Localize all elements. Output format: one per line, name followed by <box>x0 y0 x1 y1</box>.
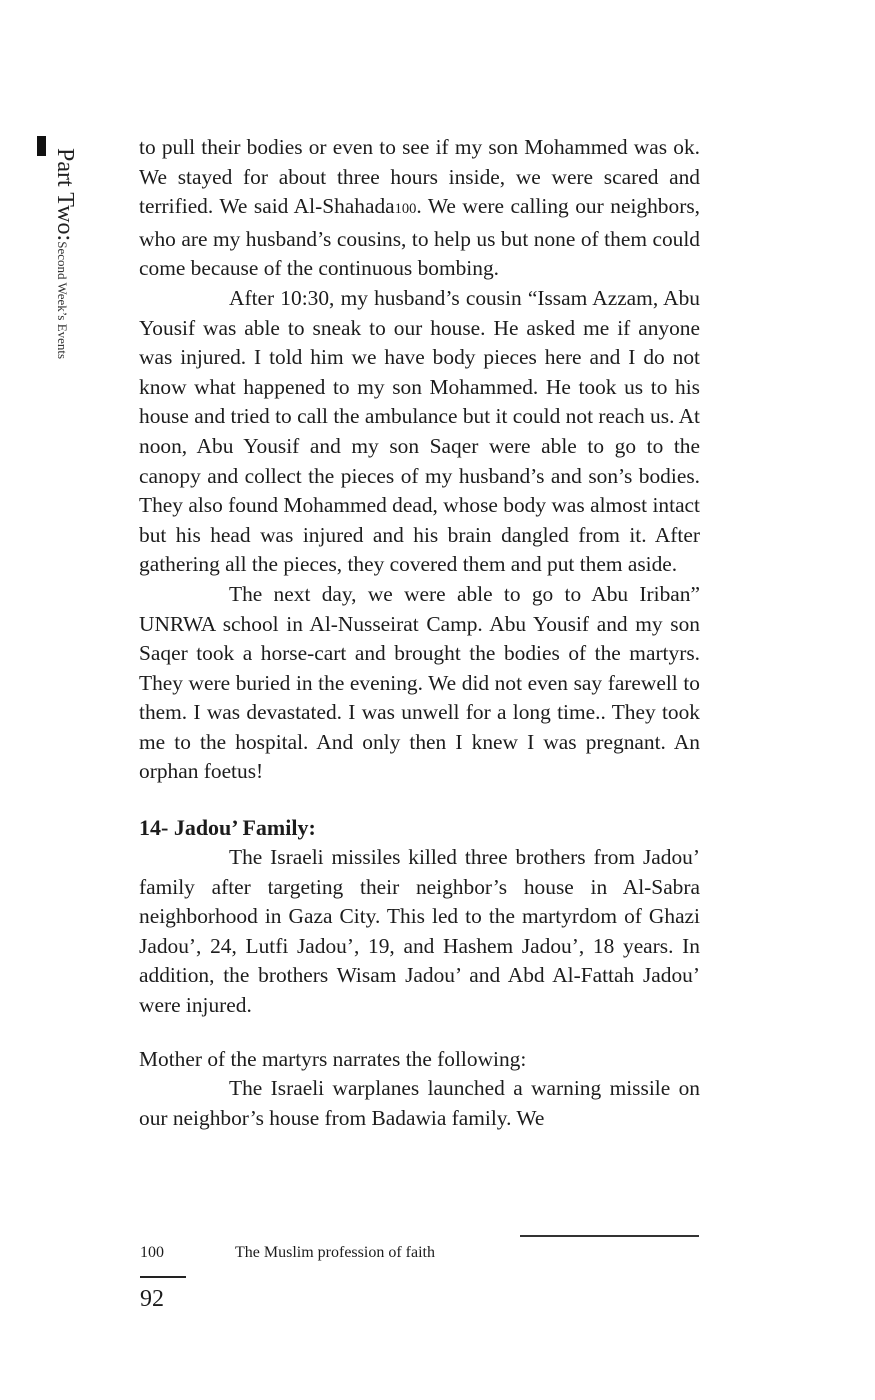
footnote-text: The Muslim profession of faith <box>235 1244 435 1261</box>
paragraph-3: The next day, we were able to go to Abu Iriban” UNRWA school in Al-Nusseirat Camp. Abu Yousif and my son Saqer took a horse-cart and brought the bodies of the martyrs. They were buried in the evening. We did not even say farewell to them. I was devastated. I was unwell for a long time.. They took me to the hospital. And only then I knew I was pregnant. An orphan foetus! <box>139 581 700 784</box>
page-number: 92 <box>140 1286 164 1312</box>
part-side-label <box>51 148 78 359</box>
paragraph-4: The Israeli missiles killed three brothers from Jadou’ family after targeting their neighbor’s house in Al-Sabra neighborhood in Gaza City. This led to the martyrdom of Ghazi Jadou’, 24, Lutfi Jadou’, 19, and Hashem Jadou’, 18 years. In addition, the brothers Wisam Jadou’ and Abd Al-Fattah Jadou’ were injured. <box>139 845 700 1018</box>
paragraph-1-rest: . We were calling our neighbors, who are my husband’s cousins, to help us but none of them could come because of the continuous bombing. <box>139 194 700 281</box>
paragraph-1-text: to pull their bodies or even to see if my son Mohammed was ok. We stayed for about three hours inside, we were scared and terrified. We said Al-Shahada <box>139 135 700 219</box>
paragraph-2: After 10:30, my husband’s cousin “Issam Azzam, Abu Yousif was able to sneak to our house. He asked me if anyone was injured. I told him we have body pieces here and I do not know what happened to my son Mohammed. He took us to his house and tried to call the ambulance but it could not reach us. At noon, Abu Yousif and my son Saqer were able to go to the canopy and collect the pieces of my husband’s and son’s bodies. They also found Mohammed dead, whose body was almost intact but his head was injured and his brain dangled from it. After gathering all the pieces, they covered them and put them aside. <box>139 285 700 577</box>
paragraph-1 <box>139 133 700 284</box>
footnote <box>140 1243 435 1263</box>
footnote-number: 100 <box>140 1244 164 1261</box>
section-heading: 14- Jadou’ Family: <box>139 815 316 841</box>
footnote-separator <box>520 1235 699 1237</box>
paragraph-6: The Israeli warplanes launched a warning missile on our neighbor’s house from Badawia family. We <box>139 1076 700 1130</box>
part-title: Part Two: <box>52 148 78 242</box>
page-number-rule <box>140 1276 186 1278</box>
section-title: Second Week’s Events <box>55 241 70 360</box>
page-body <box>139 133 700 1133</box>
footnote-reference: 100 <box>394 201 417 218</box>
paragraph-5: Mother of the martyrs narrates the following: <box>139 1046 527 1071</box>
part-marker-bar <box>37 136 46 156</box>
